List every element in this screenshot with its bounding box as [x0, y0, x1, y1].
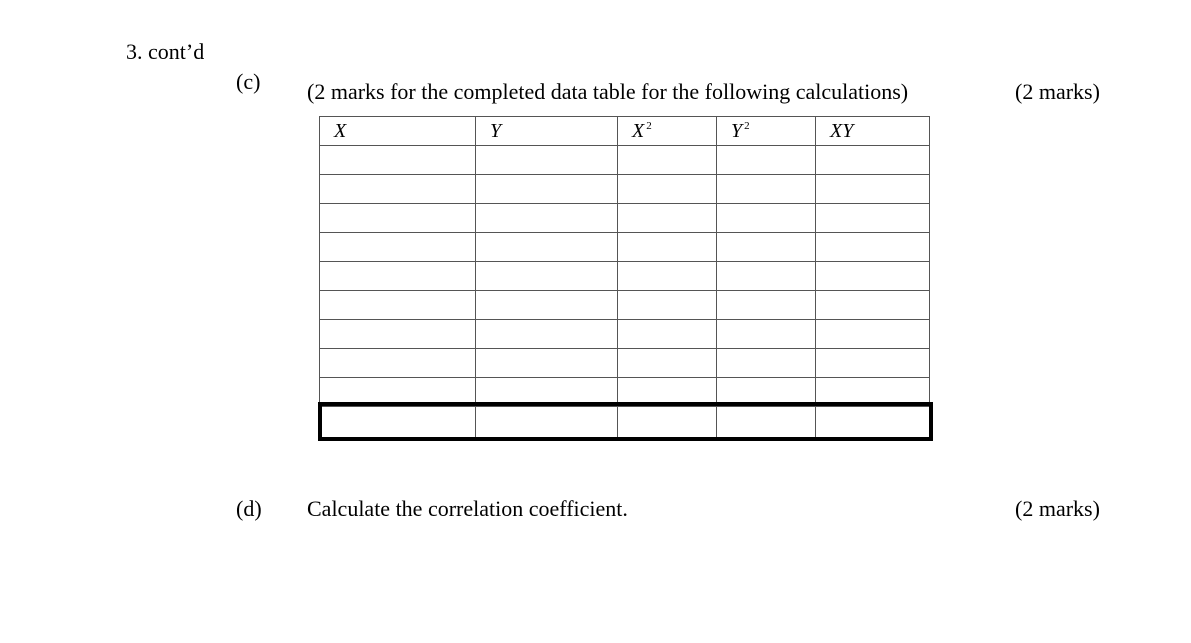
table-cell[interactable] [476, 262, 618, 291]
column-header-xy [816, 117, 930, 146]
table-cell[interactable] [476, 233, 618, 262]
table-cell[interactable] [320, 175, 476, 204]
column-header-y [476, 117, 618, 146]
table-cell[interactable] [320, 146, 476, 175]
table-cell[interactable] [816, 320, 930, 349]
totals-row [319, 403, 933, 438]
table-cell[interactable] [476, 204, 618, 233]
table-cell[interactable] [816, 349, 930, 378]
table-cell[interactable] [476, 146, 618, 175]
table-cell[interactable] [717, 204, 816, 233]
totals-cell[interactable] [476, 403, 618, 438]
table-cell[interactable] [618, 233, 717, 262]
table-row [320, 291, 930, 320]
table-row [320, 349, 930, 378]
table-cell[interactable] [618, 175, 717, 204]
table-row [320, 204, 930, 233]
table-cell[interactable] [816, 204, 930, 233]
table-body [320, 146, 930, 407]
totals-cell[interactable] [816, 403, 933, 438]
table-cell[interactable] [717, 291, 816, 320]
column-header-xy-label: XY [830, 119, 854, 142]
table-cell[interactable] [816, 146, 930, 175]
table-cell[interactable] [618, 262, 717, 291]
table-cell[interactable] [320, 320, 476, 349]
column-header-y-squared [717, 117, 816, 146]
part-c-label: (c) [236, 69, 261, 94]
table-cell[interactable] [717, 320, 816, 349]
table-cell[interactable] [717, 233, 816, 262]
table-cell[interactable] [476, 349, 618, 378]
table-row [320, 262, 930, 291]
table-cell[interactable] [320, 291, 476, 320]
table-cell[interactable] [320, 262, 476, 291]
superscript-2: 2 [646, 119, 652, 132]
totals-row-table [318, 402, 933, 438]
data-table [319, 116, 930, 407]
column-header-y-label: Y [490, 119, 502, 142]
table-cell[interactable] [320, 204, 476, 233]
table-cell[interactable] [320, 349, 476, 378]
table-cell[interactable] [717, 175, 816, 204]
table-row [320, 175, 930, 204]
table-cell[interactable] [816, 291, 930, 320]
totals-cell[interactable] [717, 403, 816, 438]
table-cell[interactable] [476, 320, 618, 349]
totals-cell[interactable] [319, 403, 476, 438]
column-header-x-squared [618, 117, 717, 146]
table-cell[interactable] [816, 262, 930, 291]
table-cell[interactable] [618, 204, 717, 233]
table-cell[interactable] [320, 233, 476, 262]
table-cell[interactable] [717, 349, 816, 378]
table-cell[interactable] [717, 146, 816, 175]
column-header-x-label: X [334, 119, 347, 142]
table-cell[interactable] [618, 320, 717, 349]
table-row [320, 146, 930, 175]
column-header-y-squared-label: Y [731, 119, 743, 142]
table-cell[interactable] [816, 175, 930, 204]
table-cell[interactable] [816, 233, 930, 262]
table-cell[interactable] [618, 349, 717, 378]
column-header-x-squared-label: X [632, 119, 645, 142]
part-d-label: (d) [236, 496, 262, 521]
totals-cell[interactable] [618, 403, 717, 438]
superscript-2: 2 [744, 119, 750, 132]
table-cell[interactable] [476, 291, 618, 320]
part-c-instruction: (2 marks for the completed data table for the following calculations) [307, 79, 909, 104]
column-header-x [320, 117, 476, 146]
part-c-marks: (2 marks) [1015, 79, 1100, 104]
question-heading: 3. cont’d [126, 39, 205, 64]
part-d-marks: (2 marks) [1015, 496, 1100, 521]
table-cell[interactable] [618, 291, 717, 320]
table-row [320, 233, 930, 262]
part-d-instruction: Calculate the correlation coefficient. [307, 496, 628, 521]
table-header-row [320, 117, 930, 146]
table-cell[interactable] [717, 262, 816, 291]
table-cell[interactable] [618, 146, 717, 175]
table-row [320, 320, 930, 349]
table-cell[interactable] [476, 175, 618, 204]
